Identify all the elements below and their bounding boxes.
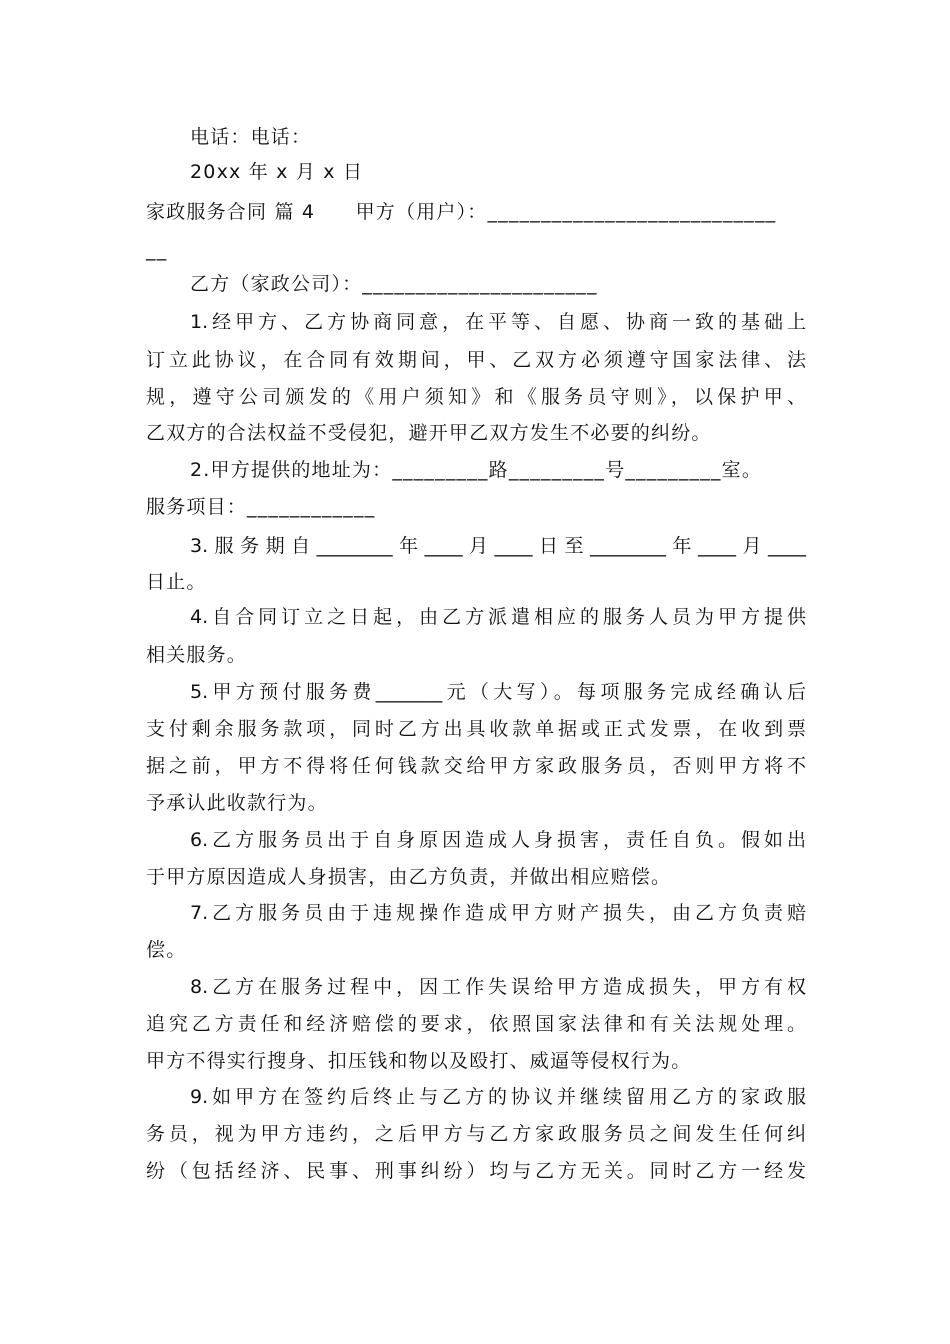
clause-8-line-1: 8.乙方在服务过程中，因工作失误给甲方造成损失，甲方有权 <box>190 976 806 998</box>
clause-4-line-2: 相关服务。 <box>146 644 248 666</box>
clause-8-line-2: 追究乙方责任和经济赔偿的要求，依照国家法律和有关法规处理。 <box>146 1013 806 1035</box>
clause-5-line-2: 支付剩余服务款项，同时乙方出具收款单据或正式发票，在收到票 <box>146 718 806 740</box>
clause-5-line-3: 据之前，甲方不得将任何钱款交给甲方家政服务员，否则甲方将不 <box>146 755 806 777</box>
clause-8-line-3: 甲方不得实行搜身、扣压钱和物以及殴打、威逼等侵权行为。 <box>146 1050 692 1072</box>
party-a-blank-continued: __ <box>146 239 168 261</box>
clause-6-line-2: 于甲方原因造成人身损害，由乙方负责，并做出相应赔偿。 <box>146 866 672 888</box>
clause-3-line-1: 3.服务期自________年____月____日至________年____月____ <box>190 535 806 557</box>
clause-9-line-1: 9.如甲方在签约后终止与乙方的协议并继续留用乙方的家政服 <box>190 1086 806 1108</box>
service-items-line: 服务项目：____________ <box>146 496 376 518</box>
clause-1-line-1: 1.经甲方、乙方协商同意，在平等、自愿、协商一致的基础上 <box>190 311 806 333</box>
clause-1-line-4: 乙双方的合法权益不受侵犯，避开甲乙双方发生不必要的纠纷。 <box>146 422 712 444</box>
clause-5-line-4: 予承认此收款行为。 <box>146 792 328 814</box>
contract-heading-party-a-line: 家政服务合同 篇 4 甲方（用户）：___________________________ <box>146 201 777 223</box>
clause-7-line-2: 偿。 <box>146 939 187 961</box>
clause-9-line-2: 务员，视为甲方违约，之后甲方与乙方家政服务员之间发生任何纠 <box>146 1123 806 1145</box>
clause-9-line-3: 纷（包括经济、民事、刑事纠纷）均与乙方无关。同时乙方一经发 <box>146 1160 806 1182</box>
date-line: 20xx 年 x 月 x 日 <box>190 161 364 183</box>
clause-1-line-2: 订立此协议，在合同有效期间，甲、乙双方必须遵守国家法律、法 <box>146 349 806 371</box>
phone-line: 电话：电话： <box>190 126 312 148</box>
clause-2-line-1: 2.甲方提供的地址为：_________路_________号_________室。 <box>190 459 763 481</box>
clause-4-line-1: 4.自合同订立之日起，由乙方派遣相应的服务人员为甲方提供 <box>190 606 806 628</box>
clause-1-line-3: 规，遵守公司颁发的《用户须知》和《服务员守则》，以保护甲、 <box>146 386 806 408</box>
clause-3-line-2: 日止。 <box>146 571 207 593</box>
clause-7-line-1: 7.乙方服务员由于违规操作造成甲方财产损失，由乙方负责赔 <box>190 902 806 924</box>
clause-5-line-1: 5.甲方预付服务费_______元（大写）。每项服务完成经确认后 <box>190 681 806 703</box>
party-b-line: 乙方（家政公司）：______________________ <box>190 273 598 295</box>
clause-6-line-1: 6.乙方服务员出于自身原因造成人身损害，责任自负。假如出 <box>190 829 806 851</box>
